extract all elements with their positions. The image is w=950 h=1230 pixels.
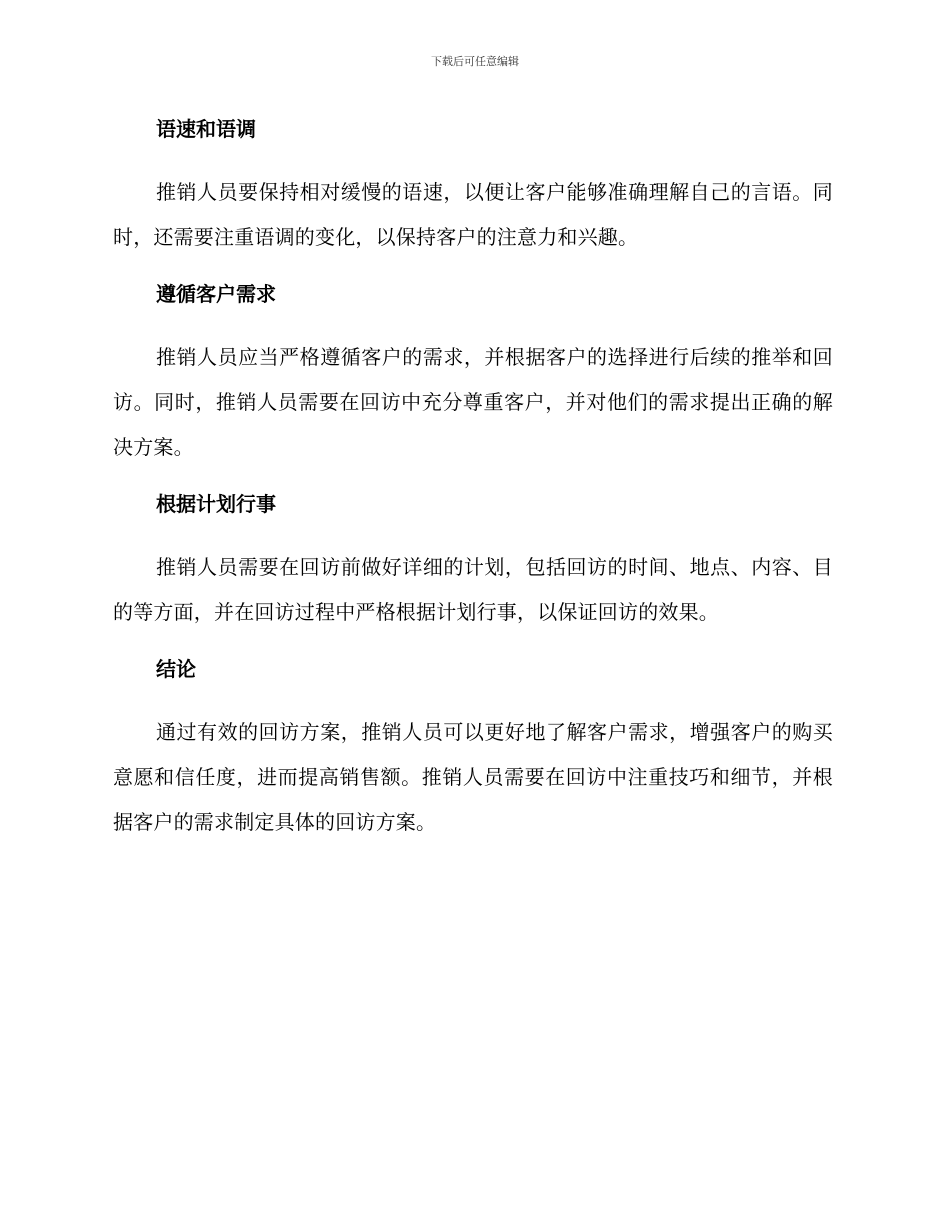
section-heading-conclusion: 结论 [156, 657, 196, 681]
section-heading-follow-plan: 根据计划行事 [156, 492, 276, 516]
section-paragraph-conclusion: 通过有效的回访方案，推销人员可以更好地了解客户需求，增强客户的购买意愿和信任度，进而提高销售额。推销人员需要在回访中注重技巧和细节，并根据客户的需求制定具体的回访方案。 [113, 720, 833, 834]
document-body [113, 112, 833, 845]
section-paragraph-follow-plan: 推销人员需要在回访前做好详细的计划，包括回访的时间、地点、内容、目的等方面，并在回访过程中严格根据计划行事，以保证回访的效果。 [113, 555, 833, 624]
page-header-note: 下载后可任意编辑 [431, 55, 519, 68]
section-paragraph-speech-tone: 推销人员要保持相对缓慢的语速，以便让客户能够准确理解自己的言语。同时，还需要注重语调的变化，以保持客户的注意力和兴趣。 [113, 180, 833, 249]
section-paragraph-customer-needs: 推销人员应当严格遵循客户的需求，并根据客户的选择进行后续的推举和回访。同时，推销人员需要在回访中充分尊重客户，并对他们的需求提出正确的解决方案。 [113, 345, 833, 459]
section-heading-speech-tone: 语速和语调 [156, 117, 256, 141]
section-heading-customer-needs: 遵循客户需求 [156, 282, 276, 306]
